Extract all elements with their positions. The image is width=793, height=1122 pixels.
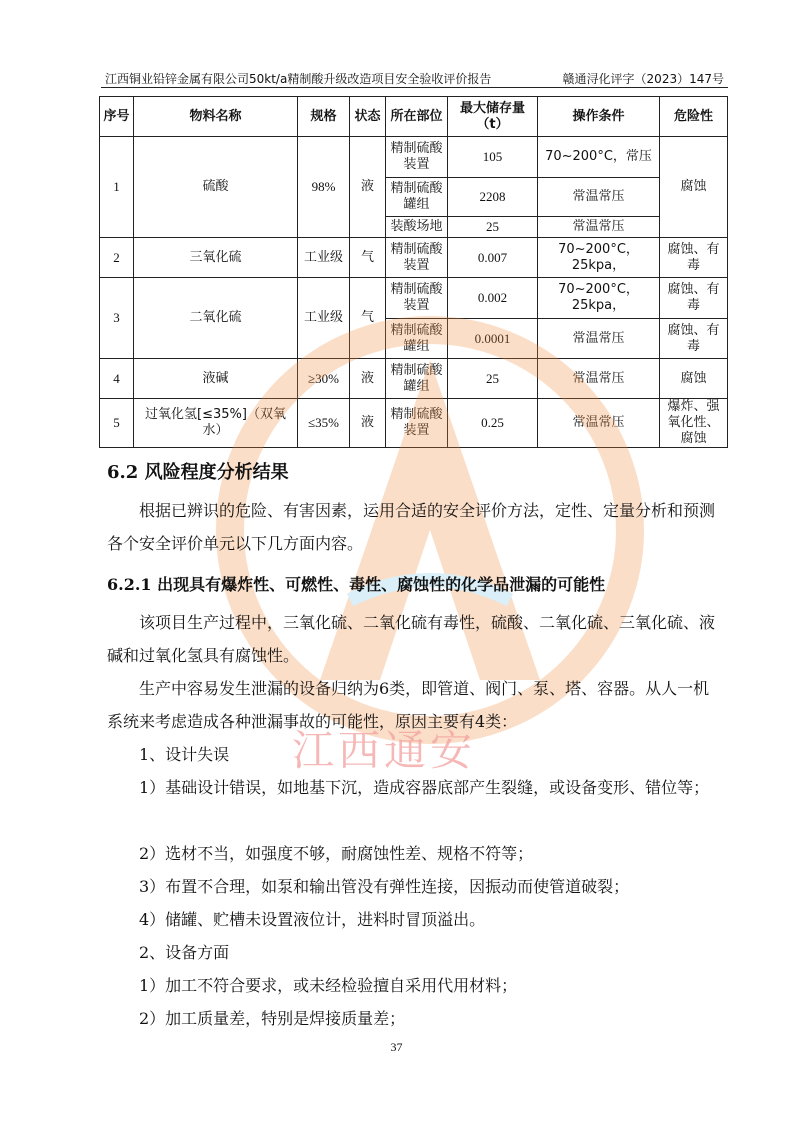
cell-location: 精制硫酸装置 bbox=[386, 278, 448, 319]
col-header-conditions: 操作条件 bbox=[538, 97, 660, 137]
cell-location: 装酸场地 bbox=[386, 217, 448, 238]
cell-conditions: 常温常压 bbox=[538, 359, 660, 399]
cell-location: 精制硫酸装置 bbox=[386, 137, 448, 178]
cell-state: 液 bbox=[350, 137, 386, 238]
cell-conditions: 70~200°C，25kpa， bbox=[538, 238, 660, 278]
cell-hazard: 腐蚀 bbox=[660, 137, 728, 238]
cell-conditions: 常温常压 bbox=[538, 178, 660, 217]
list-heading-equipment: 2、设备方面 bbox=[139, 943, 230, 962]
cell-qty: 0.007 bbox=[448, 238, 538, 278]
page-header bbox=[101, 68, 728, 88]
col-header-no: 序号 bbox=[100, 97, 134, 137]
table-header-row bbox=[100, 97, 728, 137]
cell-conditions: 70~200°C，25kpa， bbox=[538, 278, 660, 319]
cell-qty: 0.002 bbox=[448, 278, 538, 319]
list-heading-design-error: 1、设计失误 bbox=[139, 745, 230, 764]
watermark-text: 江西通安 bbox=[292, 726, 477, 775]
cell-name: 过氧化氢[≤35%]（双氧水） bbox=[134, 399, 298, 448]
cell-name: 硫酸 bbox=[134, 137, 298, 238]
list-item-foundation: 1）基础设计错误，如地基下沉，造成容器底部产生裂缝，或设备变形、错位等； bbox=[139, 778, 710, 797]
paragraph-leak-equipment: 生产中容易发生泄漏的设备归纳为6类，即管道、阀门、泵、塔、容器。从人一机系统来考虑造成各种泄漏事故的可能性，原因主要有4类： bbox=[107, 679, 710, 731]
col-header-hazard: 危险性 bbox=[660, 97, 728, 137]
cell-qty: 0.0001 bbox=[448, 319, 538, 359]
cell-no: 1 bbox=[100, 137, 134, 238]
page-number: 37 bbox=[390, 1040, 403, 1054]
col-header-name: 物料名称 bbox=[134, 97, 298, 137]
cell-hazard: 腐蚀、有毒 bbox=[660, 278, 728, 319]
col-header-state: 状态 bbox=[350, 97, 386, 137]
cell-hazard: 爆炸、强氧化性、腐蚀 bbox=[660, 399, 728, 448]
cell-spec: ≤35% bbox=[298, 399, 350, 448]
cell-location: 精制硫酸装置 bbox=[386, 238, 448, 278]
cell-qty: 25 bbox=[448, 217, 538, 238]
header-report-number: 赣通浔化评字（2023）147号 bbox=[562, 72, 724, 86]
cell-state: 气 bbox=[350, 278, 386, 359]
cell-conditions: 常温常压 bbox=[538, 399, 660, 448]
cell-conditions: 70~200°C，常压 bbox=[538, 137, 660, 178]
cell-conditions: 常温常压 bbox=[538, 319, 660, 359]
table-row bbox=[100, 278, 728, 319]
list-item-processing: 1）加工不符合要求，或未经检验擅自采用代用材料； bbox=[139, 976, 518, 995]
cell-spec: 98% bbox=[298, 137, 350, 238]
cell-state: 液 bbox=[350, 399, 386, 448]
cell-qty: 25 bbox=[448, 359, 538, 399]
list-item-layout: 3）布置不合理，如泵和输出管没有弹性连接，因振动而使管道破裂； bbox=[139, 877, 630, 896]
table-row bbox=[100, 238, 728, 278]
list-item-welding: 2）加工质量差，特别是焊接质量差； bbox=[139, 1009, 406, 1028]
cell-name: 二氧化硫 bbox=[134, 278, 298, 359]
cell-spec: 工业级 bbox=[298, 278, 350, 359]
list-item-level-gauge: 4）储罐、贮槽未设置液位计，进料时冒顶溢出。 bbox=[139, 910, 486, 929]
col-header-spec: 规格 bbox=[298, 97, 350, 137]
hazardous-materials-table bbox=[99, 96, 728, 448]
col-header-location: 所在部位 bbox=[386, 97, 448, 137]
cell-state: 液 bbox=[350, 359, 386, 399]
cell-no: 2 bbox=[100, 238, 134, 278]
col-header-max-storage: 最大储存量（t） bbox=[448, 97, 538, 137]
cell-spec: ≥30% bbox=[298, 359, 350, 399]
cell-qty: 0.25 bbox=[448, 399, 538, 448]
header-report-title: 江西铜业铅锌金属有限公司50kt/a精制酸升级改造项目安全验收评价报告 bbox=[105, 72, 492, 86]
cell-conditions: 常温常压 bbox=[538, 217, 660, 238]
cell-state: 气 bbox=[350, 238, 386, 278]
cell-name: 三氧化硫 bbox=[134, 238, 298, 278]
table-row bbox=[100, 137, 728, 178]
table-row bbox=[100, 399, 728, 448]
section-6-2-intro: 根据已辨识的危险、有害因素，运用合适的安全评价方法，定性、定量分析和预测各个安全评价单元以下几方面内容。 bbox=[107, 501, 716, 553]
cell-no: 5 bbox=[100, 399, 134, 448]
cell-location: 精制硫酸罐组 bbox=[386, 178, 448, 217]
cell-qty: 105 bbox=[448, 137, 538, 178]
cell-location: 精制硫酸装置 bbox=[386, 399, 448, 448]
cell-hazard: 腐蚀、有毒 bbox=[660, 238, 728, 278]
cell-hazard: 腐蚀 bbox=[660, 359, 728, 399]
section-6-2-title: 6.2 风险程度分析结果 bbox=[107, 462, 289, 483]
cell-no: 4 bbox=[100, 359, 134, 399]
cell-qty: 2208 bbox=[448, 178, 538, 217]
cell-name: 液碱 bbox=[134, 359, 298, 399]
cell-hazard: 腐蚀、有毒 bbox=[660, 319, 728, 359]
cell-location: 精制硫酸罐组 bbox=[386, 319, 448, 359]
cell-no: 3 bbox=[100, 278, 134, 359]
paragraph-toxicity: 该项目生产过程中，三氧化硫、二氧化硫有毒性，硫酸、二氧化硫、三氧化硫、液碱和过氧化氢具有腐蚀性。 bbox=[107, 613, 716, 665]
section-6-2-1-title: 6.2.1 出现具有爆炸性、可燃性、毒性、腐蚀性的化学品泄漏的可能性 bbox=[107, 575, 606, 594]
cell-spec: 工业级 bbox=[298, 238, 350, 278]
cell-location: 精制硫酸罐组 bbox=[386, 359, 448, 399]
list-item-material: 2）选材不当，如强度不够，耐腐蚀性差、规格不符等； bbox=[139, 844, 534, 863]
table-row bbox=[100, 359, 728, 399]
